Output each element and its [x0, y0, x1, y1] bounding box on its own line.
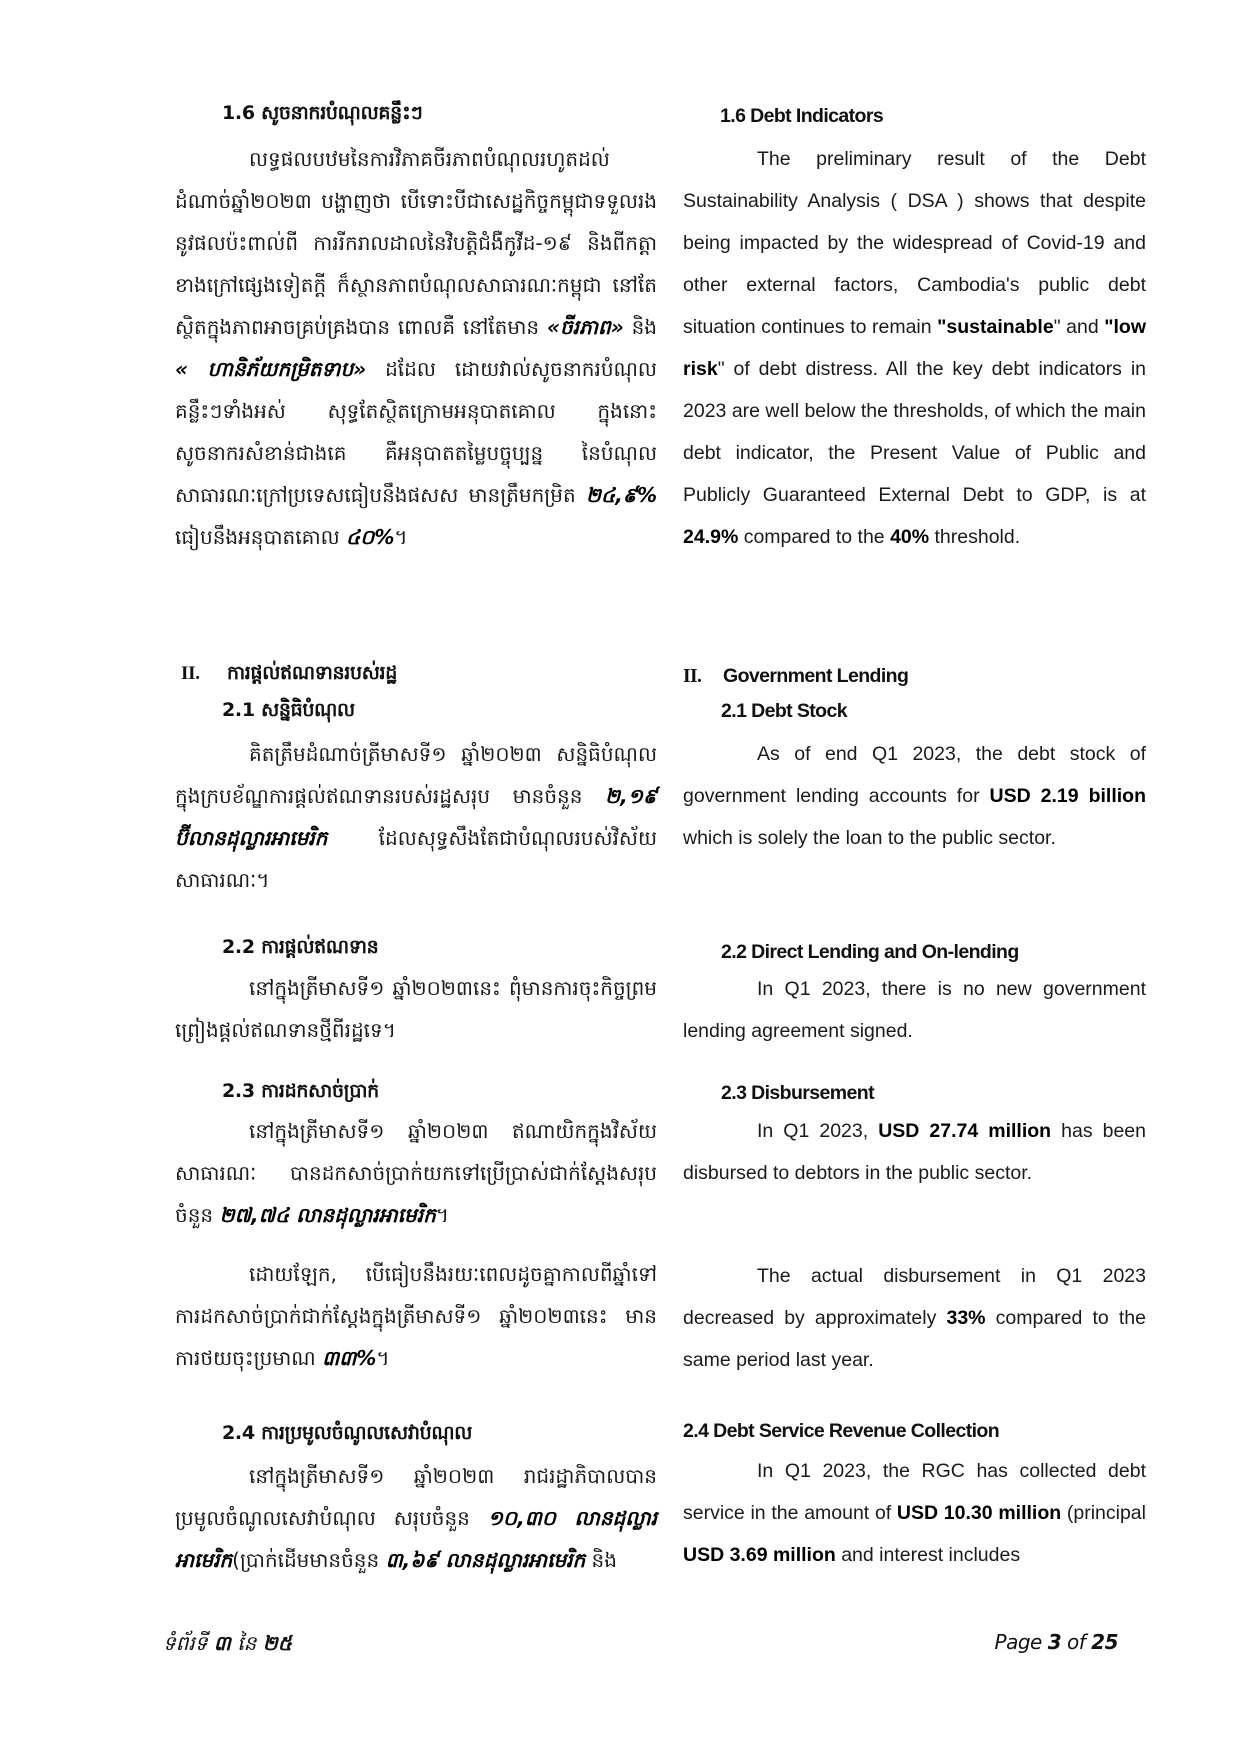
footer-page-number-english: [995, 1630, 1118, 1654]
en-bold-24-9-percent: 24.9%: [683, 526, 739, 548]
en-text: threshold.: [929, 526, 1021, 548]
footer-page-number-khmer: [163, 1630, 292, 1660]
en-heading-text: Government Lending: [723, 665, 909, 687]
km-text: ។: [376, 1346, 390, 1370]
km-heading-2-4: [222, 1420, 657, 1446]
km-text: (ប្រាក់ដើមមានចំនួន: [232, 1548, 386, 1572]
km-text: គិតត្រឹមដំណាច់ត្រីមាសទី១ ឆ្នាំ២០២៣ សន្និធិបំណុលក្នុងក្របខ័ណ្ឌការផ្តល់ឥណទានរបស់រដ្ឋសរុប មានចំនួន: [175, 742, 657, 808]
km-paragraph-2-4: [175, 1455, 657, 1581]
km-roman-numeral: II.: [181, 663, 200, 684]
km-heading-2-1: [222, 697, 657, 723]
en-text: The preliminary result of the Debt Sustainability Analysis ( DSA ) shows that despite being impacted by the widespread of Covid-19 and other external factors, Cambodia's public debt situation continues to remain: [683, 148, 1146, 338]
km-emphasis-24-9: ២៤,៩%: [585, 483, 657, 507]
en-paragraph-2-3a: [683, 1110, 1146, 1194]
km-text: និង: [585, 1548, 617, 1572]
en-text: and interest includes: [835, 1544, 1021, 1566]
footer-en-prefix: Page: [994, 1630, 1042, 1654]
km-heading-text: ការផ្តល់ឥណទាន: [261, 936, 379, 958]
km-text: ។: [435, 1203, 449, 1227]
en-bold-33-percent: 33%: [946, 1307, 986, 1329]
km-heading-text: សូចនាករបំណុលគន្លឹះៗ: [261, 102, 423, 124]
km-text: ដោយឡែក, បើធៀបនឹងរយៈពេលដូចគ្នាកាលពីឆ្នាំទៅ ការដកសាច់ប្រាក់ជាក់ស្តែងក្នុងត្រីមាសទី១ ឆ្នាំ២០២៣នេះ មានការថយចុះប្រមាណ: [175, 1262, 657, 1370]
en-bold-sustainable: "sustainable: [937, 316, 1054, 338]
en-text: In Q1 2023, the RGC has collected debt service in the amount of: [683, 1460, 1146, 1524]
km-emphasis-33-percent: ៣៣%: [322, 1346, 377, 1370]
en-text: The actual disbursement in Q1 2023 decreased by approximately: [683, 1265, 1146, 1329]
en-bold-40-percent: 40%: [890, 526, 930, 548]
km-heading-2-3: [222, 1078, 657, 1104]
en-heading-1-6: 1.6 Debt Indicators: [720, 105, 884, 127]
en-bold-10-30-million: USD 10.30 million: [896, 1502, 1062, 1524]
km-text: និង: [623, 315, 657, 339]
km-emphasis-sustainable: «ចីរភាព»: [546, 315, 624, 339]
km-heading-text: ការដកសាច់ប្រាក់: [261, 1080, 379, 1102]
en-text: " and: [1053, 316, 1105, 338]
footer-km-of: នៃ: [237, 1631, 257, 1655]
en-text: In Q1 2023,: [757, 1120, 879, 1142]
km-text: នៅក្នុងត្រីមាសទី១ ឆ្នាំ២០២៣ រាជរដ្ឋាភិបាលបានប្រមូលចំណូលសេវាបំណុល សរុបចំនួន: [175, 1464, 657, 1530]
km-heading-number: 2.1: [222, 699, 255, 721]
en-paragraph-2-1: [683, 733, 1146, 859]
km-paragraph-1-6: [175, 138, 657, 558]
km-emphasis-3-69-million: ៣,៦៩ លានដុល្លារអាមេរិក: [385, 1548, 586, 1572]
en-heading-2-3: 2.3 Disbursement: [721, 1082, 874, 1104]
en-text: (principal: [1061, 1502, 1146, 1524]
km-heading-number: 2.4: [222, 1422, 255, 1444]
km-heading-number: 2.3: [222, 1080, 255, 1102]
km-heading-2-2: [222, 934, 657, 960]
km-heading-text: ការប្រមូលចំណូលសេវាបំណុល: [261, 1422, 473, 1444]
km-heading-text: សន្និធិបំណុល: [261, 699, 355, 721]
en-bold-2-19-billion: USD 2.19 billion: [989, 785, 1146, 807]
km-text: ធៀបនឹងអនុបាតគោល: [175, 525, 347, 549]
km-emphasis-40: ៤០%: [346, 525, 395, 549]
en-bold-low-risk: "low risk: [683, 316, 1146, 380]
en-heading-2-1: 2.1 Debt Stock: [721, 700, 847, 722]
km-text: នៅក្នុងត្រីមាសទី១ ឆ្នាំ២០២៣ ឥណាយិកក្នុងវិស័យសាធារណៈ បានដកសាច់ប្រាក់យកទៅប្រើប្រាស់ជាក់ស្តែងសរុបចំនួន: [175, 1119, 657, 1227]
km-heading-number: 1.6: [222, 102, 255, 124]
km-heading-1-6: [222, 100, 657, 126]
en-bold-27-74-million: USD 27.74 million: [878, 1120, 1052, 1142]
km-heading-number: 2.2: [222, 936, 255, 958]
km-heading-text: ការផ្តល់ឥណទានរបស់រដ្ឋ: [227, 662, 398, 684]
en-paragraph-2-2: In Q1 2023, there is no new government lending agreement signed.: [683, 978, 1146, 1042]
footer-en-of: of: [1067, 1630, 1086, 1654]
footer-km-total: ២៥: [262, 1631, 292, 1655]
km-text: ។: [394, 525, 408, 549]
en-text: compared to the same period last year.: [683, 1307, 1146, 1371]
en-text: " of debt distress. All the key debt indicators in 2023 are well below the thresholds, of which the main debt indicator, the Present Value of Public and Publicly Guaranteed External Debt to GDP, is at: [683, 358, 1146, 506]
en-paragraph-2-4: [683, 1450, 1146, 1576]
km-text: ដដែល ដោយវាល់សូចនាករបំណុលគន្លឹះៗទាំងអស់ សុទ្ធតែស្ថិតក្រោមអនុបាតគោល ក្នុងនោះ សូចនាករសំខាន់ជាងគេ គឺអនុបាតតម្លៃបច្ចុប្បន្ន នៃបំណុលសាធារណៈក្រៅប្រទេសធៀបនឹងផសស មានត្រឹមកម្រិត: [175, 357, 657, 507]
footer-en-total: 25: [1091, 1630, 1118, 1654]
footer-en-page: 3: [1047, 1630, 1062, 1654]
km-text: ដែលសុទ្ធសឹងតែជាបំណុលរបស់វិស័យសាធារណៈ។: [175, 826, 657, 892]
footer-km-prefix: ទំព័រទី: [163, 1631, 208, 1655]
en-text: As of end Q1 2023, the debt stock of government lending accounts for: [683, 743, 1146, 807]
km-paragraph-2-1: [175, 733, 657, 901]
en-heading-section-2: [683, 663, 1146, 690]
en-heading-2-4: 2.4 Debt Service Revenue Collection: [683, 1420, 1000, 1442]
footer-km-page: ៣: [213, 1631, 231, 1655]
km-emphasis-10-30-million: ១០,៣០ លានដុល្លារអាមេរិក: [175, 1506, 657, 1572]
km-emphasis-2-19-billion: ២,១៩ ប៊ីលានដុល្លារអាមេរិក: [175, 784, 657, 850]
en-paragraph-2-3b: [683, 1255, 1146, 1381]
km-paragraph-2-3b: [175, 1253, 657, 1379]
km-paragraph-2-2: នៅក្នុងត្រីមាសទី១ ឆ្នាំ២០២៣នេះ ពុំមានការចុះកិច្ចព្រមព្រៀងផ្តល់ឥណទានថ្មីពីរដ្ឋទេ។: [175, 976, 657, 1042]
km-text: លទ្ធផលបឋមនៃការវិភាគចីរភាពបំណុលរហូតដល់ដំណាច់ឆ្នាំ២០២៣ បង្ហាញថា បើទោះបីជាសេដ្ឋកិច្ចកម្ពុជាទទួលរងនូវផលប៉ះពាល់ពី ការរីករាលដាលនៃវិបត្តិជំងឺកូវីដ-១៩ និងពីកត្តាខាងក្រៅផ្សេងទៀតក្តី ក៏ស្ថានភាពបំណុលសាធារណៈកម្ពុជា នៅតែស្ថិតក្នុងភាពអាចគ្រប់គ្រងបាន ពោលគឺ នៅតែមាន: [175, 147, 657, 339]
en-heading-2-2: 2.2 Direct Lending and On-lending: [721, 941, 1019, 963]
en-text: has been disbursed to debtors in the public sector.: [683, 1120, 1146, 1184]
en-paragraph-1-6: [683, 138, 1146, 558]
km-heading-section-2: [181, 660, 657, 687]
en-roman-numeral: II.: [683, 666, 702, 687]
en-text: which is solely the loan to the public sector.: [683, 827, 1056, 849]
km-emphasis-27-74-million: ២៧,៧៤ លានដុល្លារអាមេរិក: [219, 1203, 436, 1227]
en-text: compared to the: [738, 526, 891, 548]
km-paragraph-2-3a: [175, 1110, 657, 1236]
en-bold-3-69-million: USD 3.69 million: [683, 1544, 836, 1566]
km-emphasis-low-risk: « ហានិភ័យកម្រិតទាប»: [175, 357, 367, 381]
